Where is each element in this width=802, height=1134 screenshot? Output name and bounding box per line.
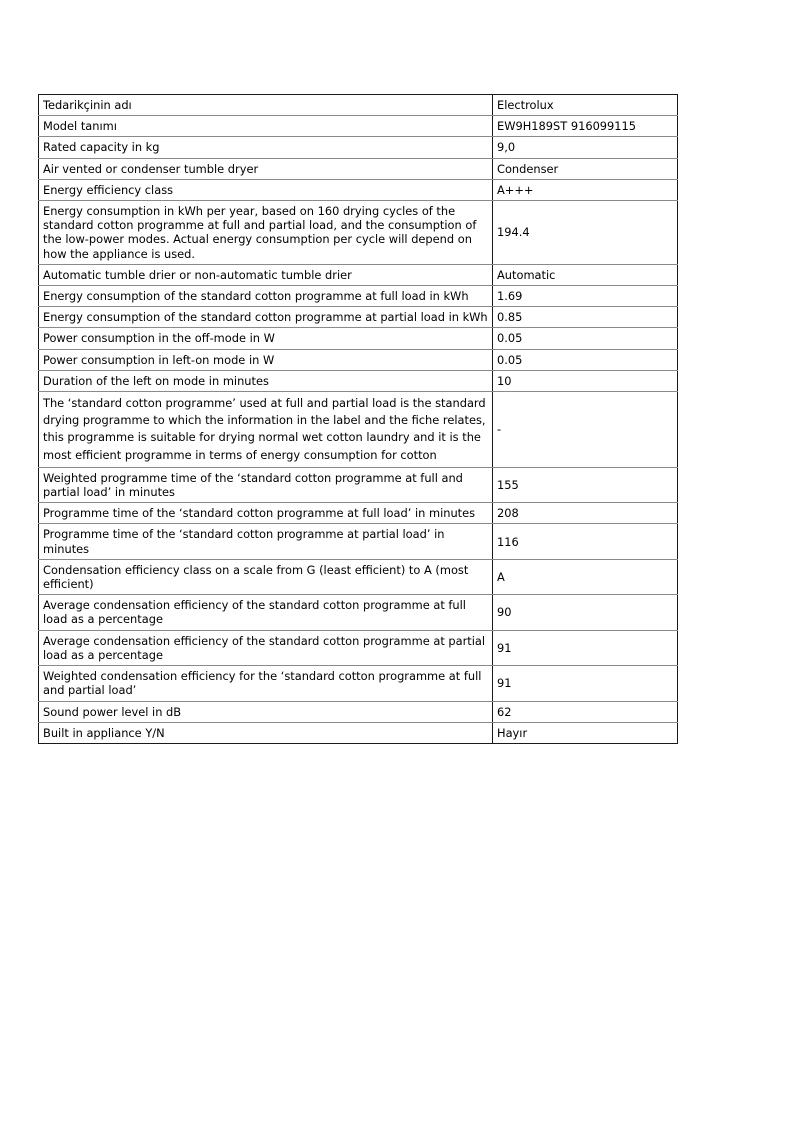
attribute-text: The ‘standard cotton programme’ used at full and partial load is the standard drying programme to which the information in the label and the fiche relates, this programme is suitable for drying normal wet cotton laundry and it is the most efficient programme in terms of energy consumption for cotton — [43, 396, 486, 462]
table-row — [39, 701, 678, 722]
value-cell — [493, 503, 678, 524]
value-cell — [493, 179, 678, 200]
attribute-text: Energy consumption in kWh per year, based on 160 drying cycles of the standard cotton programme at full and partial load, and the consumption of the low-power modes. Actual energy consumption per cycle will depend on how the appliance is used. — [43, 204, 477, 261]
value-text: 116 — [497, 534, 519, 549]
value-cell — [493, 392, 678, 468]
value-cell — [493, 722, 678, 743]
table-row — [39, 201, 678, 265]
value-cell — [493, 328, 678, 349]
attribute-cell — [39, 595, 493, 630]
value-cell — [493, 701, 678, 722]
attribute-text: Condensation efficiency class on a scale from G (least efficient) to A (most efficient) — [43, 562, 469, 592]
value-text: Electrolux — [497, 98, 554, 112]
table-row — [39, 95, 678, 116]
table-row — [39, 137, 678, 158]
table-row — [39, 503, 678, 524]
value-text: A+++ — [497, 182, 534, 197]
table-row — [39, 264, 678, 285]
table-row — [39, 630, 678, 665]
table-row — [39, 370, 678, 391]
attribute-cell — [39, 179, 493, 200]
table-row — [39, 722, 678, 743]
value-cell — [493, 116, 678, 137]
table-row — [39, 467, 678, 502]
table-row — [39, 349, 678, 370]
attribute-cell — [39, 328, 493, 349]
attribute-cell — [39, 392, 493, 468]
attribute-cell — [39, 116, 493, 137]
value-cell — [493, 666, 678, 701]
value-text: 194.4 — [497, 225, 530, 240]
attribute-cell — [39, 95, 493, 116]
attribute-cell — [39, 201, 493, 265]
attribute-text: Energy consumption of the standard cotton programme at full load in kWh — [43, 289, 469, 304]
attribute-cell — [39, 286, 493, 307]
attribute-cell — [39, 503, 493, 524]
value-cell — [493, 349, 678, 370]
attribute-text: Average condensation efficiency of the standard cotton programme at full load as a percentage — [43, 598, 466, 627]
value-cell — [493, 307, 678, 328]
value-text: 155 — [497, 477, 519, 492]
value-text: 91 — [497, 640, 512, 655]
value-text: Hayır — [497, 725, 528, 740]
attribute-text: Tedarikçinin adı — [43, 98, 132, 112]
attribute-text: Built in appliance Y/N — [43, 725, 165, 740]
attribute-text: Model tanımı — [43, 119, 117, 134]
attribute-text: Duration of the left on mode in minutes — [43, 373, 269, 388]
value-text: 90 — [497, 605, 512, 620]
value-text: Automatic — [497, 267, 556, 282]
attribute-text: Power consumption in the off-mode in W — [43, 331, 275, 346]
value-text: 0.05 — [497, 331, 523, 346]
attribute-text: Average condensation efficiency of the standard cotton programme at partial load as a percentage — [43, 633, 486, 662]
value-text: 91 — [497, 676, 512, 691]
table-row — [39, 116, 678, 137]
attribute-text: Energy consumption of the standard cotton programme at partial load in kWh — [43, 310, 488, 325]
attribute-text: Sound power level in dB — [43, 704, 182, 719]
value-cell — [493, 286, 678, 307]
table-row — [39, 286, 678, 307]
attribute-text: Weighted condensation efficiency for the ‘standard cotton programme at full and partial load’ — [43, 669, 482, 698]
value-cell — [493, 137, 678, 158]
value-text: 9,0 — [497, 140, 516, 155]
attribute-cell — [39, 630, 493, 665]
attribute-text: Energy efficiency class — [43, 182, 174, 197]
value-text: Condenser — [497, 161, 559, 176]
attribute-cell — [39, 137, 493, 158]
table-row — [39, 307, 678, 328]
attribute-text: Automatic tumble drier or non-automatic tumble drier — [43, 267, 352, 282]
value-cell — [493, 467, 678, 502]
attribute-text: Programme time of the ‘standard cotton programme at partial load’ in minutes — [43, 527, 445, 556]
table-row — [39, 328, 678, 349]
attribute-text: Programme time of the ‘standard cotton programme at full load’ in minutes — [43, 506, 476, 521]
table-row — [39, 179, 678, 200]
value-text: 0.85 — [497, 310, 523, 325]
attribute-cell — [39, 467, 493, 502]
table-row — [39, 595, 678, 630]
product-fiche-table — [38, 94, 678, 744]
value-cell — [493, 524, 678, 559]
attribute-cell — [39, 349, 493, 370]
table-row — [39, 158, 678, 179]
attribute-text: Rated capacity in kg — [43, 140, 160, 155]
attribute-cell — [39, 370, 493, 391]
value-cell — [493, 95, 678, 116]
attribute-text: Air vented or condenser tumble dryer — [43, 161, 259, 176]
attribute-cell — [39, 307, 493, 328]
table-row — [39, 524, 678, 559]
attribute-text: Power consumption in left-on mode in W — [43, 352, 275, 367]
table-body — [39, 95, 678, 744]
value-cell — [493, 595, 678, 630]
attribute-cell — [39, 701, 493, 722]
value-text: - — [497, 422, 502, 437]
value-text: 62 — [497, 704, 512, 719]
value-text: 10 — [497, 373, 512, 388]
attribute-cell — [39, 559, 493, 594]
value-cell — [493, 370, 678, 391]
value-cell — [493, 201, 678, 265]
value-cell — [493, 264, 678, 285]
attribute-cell — [39, 722, 493, 743]
value-text: A — [497, 569, 505, 584]
attribute-cell — [39, 264, 493, 285]
attribute-cell — [39, 666, 493, 701]
value-cell — [493, 630, 678, 665]
table-row — [39, 392, 678, 468]
attribute-cell — [39, 524, 493, 559]
value-text: 1.69 — [497, 289, 523, 304]
value-text: EW9H189ST 916099115 — [497, 119, 637, 134]
table-row — [39, 559, 678, 594]
attribute-cell — [39, 158, 493, 179]
attribute-text: Weighted programme time of the ‘standard cotton programme at full and partial load’ in minutes — [43, 470, 463, 500]
value-cell — [493, 559, 678, 594]
value-text: 208 — [497, 506, 519, 521]
table-row — [39, 666, 678, 701]
value-text: 0.05 — [497, 352, 523, 367]
value-cell — [493, 158, 678, 179]
